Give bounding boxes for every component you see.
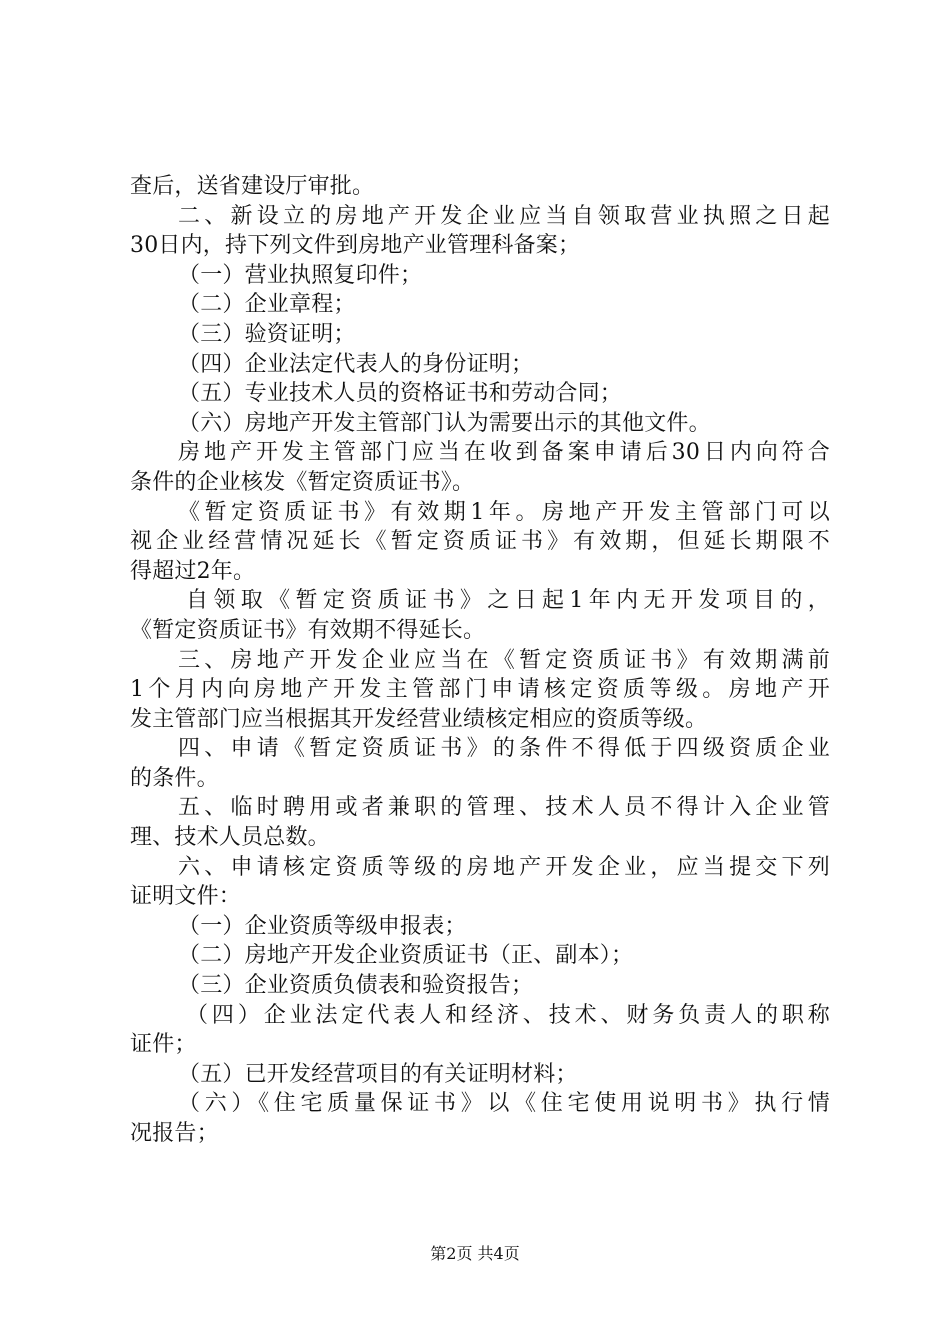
text-line: 发主管部门应当根据其开发经营业绩核定相应的资质等级。 [130, 706, 708, 732]
text-line: （四）企业法定代表人和经济、技术、财务负责人的职称 [186, 1002, 830, 1028]
text-line: 《暂定资质证书》有效期1年。房地产开发主管部门可以 [178, 499, 830, 525]
text-line: 况报告； [130, 1121, 219, 1146]
document-body [130, 172, 830, 1149]
text-line: 《暂定资质证书》有效期不得延长。 [130, 617, 486, 643]
text-line: 30日内，持下列文件到房地产业管理科备案； [130, 233, 581, 259]
text-line: 理、技术人员总数。 [130, 825, 330, 851]
text-line: （二）企业章程； [178, 292, 356, 318]
text-line: （一）营业执照复印件； [178, 262, 423, 288]
text-line: 二、新设立的房地产开发企业应当自领取营业执照之日起 [178, 203, 830, 229]
text-line: 五、临时聘用或者兼职的管理、技术人员不得计入企业管 [178, 795, 830, 821]
text-line: 1个月内向房地产开发主管部门申请核定资质等级。房地产开 [130, 677, 830, 703]
text-line: 自领取《暂定资质证书》之日起1年内无开发项目的， [186, 588, 830, 614]
text-line: 查后，送省建设厅审批。 [130, 174, 375, 199]
text-line: （四）企业法定代表人的身份证明； [178, 351, 534, 377]
text-line: （六）《住宅质量保证书》以《住宅使用说明书》执行情 [178, 1091, 830, 1117]
text-line: （五）专业技术人员的资格证书和劳动合同； [178, 381, 623, 407]
text-line: 四、申请《暂定资质证书》的条件不得低于四级资质企业 [178, 736, 830, 762]
text-line: 房地产开发主管部门应当在收到备案申请后30日内向符合 [178, 440, 830, 466]
text-line: （三）验资证明； [178, 321, 356, 347]
text-line: （二）房地产开发企业资质证书（正、副本）； [178, 943, 634, 969]
text-line: 视企业经营情况延长《暂定资质证书》有效期，但延长期限不 [130, 529, 830, 555]
text-line: （六）房地产开发主管部门认为需要出示的其他文件。 [178, 410, 711, 436]
text-line: （一）企业资质等级申报表； [178, 913, 467, 939]
text-line: （五）已开发经营项目的有关证明材料； [178, 1061, 578, 1087]
text-line: 条件的企业核发《暂定资质证书》。 [130, 469, 475, 495]
text-line: 证明文件： [130, 884, 242, 910]
text-line: 证件； [130, 1032, 197, 1058]
text-line: 的条件。 [130, 765, 219, 791]
text-line: 六、申请核定资质等级的房地产开发企业，应当提交下列 [178, 854, 830, 880]
text-line: （三）企业资质负债表和验资报告； [178, 973, 534, 999]
page-footer: 第2页 共4页 [430, 1244, 520, 1263]
text-line: 得超过2年。 [130, 558, 256, 584]
text-line: 三、房地产开发企业应当在《暂定资质证书》有效期满前 [178, 647, 830, 673]
